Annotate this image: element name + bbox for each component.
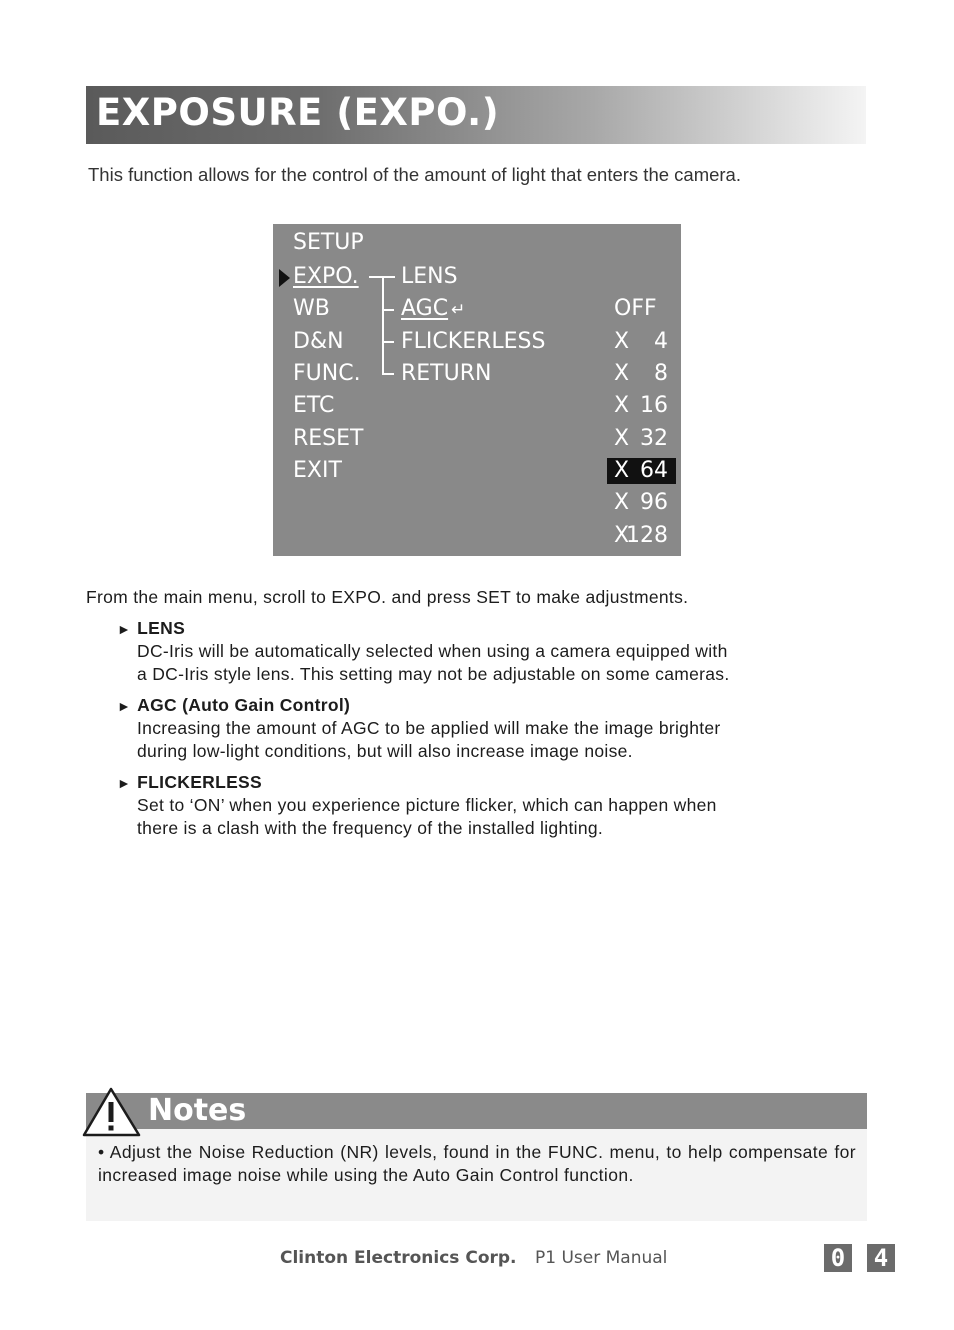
- bullet-triangle-icon: ►: [117, 621, 132, 637]
- osd-main-item-dn: D&N: [293, 329, 344, 354]
- section-line: there is a clash with the frequency of the installed lighting.: [137, 818, 604, 838]
- bullet-triangle-icon: ►: [117, 698, 132, 714]
- page-number-digit: 0: [824, 1244, 852, 1272]
- osd-setup-title: SETUP: [293, 230, 364, 255]
- page-header-bar: [86, 86, 866, 144]
- menu-cursor-icon: [279, 269, 290, 287]
- tree-connector: [382, 341, 394, 343]
- section-line: Increasing the amount of AGC to be applied will make the image brighter: [137, 718, 721, 738]
- osd-value: X 8: [614, 361, 668, 386]
- osd-value-selected: X 64: [614, 458, 668, 483]
- section-title-lens: ► LENS: [117, 618, 186, 638]
- notes-box: [86, 1129, 867, 1221]
- osd-value-off: OFF: [614, 296, 657, 321]
- notes-title: Notes: [148, 1093, 247, 1128]
- tree-connector: [382, 309, 394, 311]
- notes-text: • Adjust the Noise Reduction (NR) levels, found in the FUNC. menu, to help compensate for increased image noise while using the Auto Gain Control function.: [98, 1142, 856, 1185]
- osd-main-item-func: FUNC.: [293, 361, 361, 386]
- osd-sub-item-return: RETURN: [401, 361, 492, 386]
- page-number-digit: 4: [867, 1244, 895, 1272]
- tree-connector: [382, 373, 394, 375]
- bullet-triangle-icon: ►: [117, 775, 132, 791]
- footer-manual-title: P1 User Manual: [535, 1248, 668, 1268]
- osd-value: X 128: [614, 523, 668, 548]
- section-title-agc: ► AGC (Auto Gain Control): [117, 695, 351, 715]
- osd-value: X 4: [614, 329, 668, 354]
- osd-sub-item-lens: LENS: [401, 264, 458, 289]
- osd-sub-item-agc: AGC ↵: [401, 296, 466, 321]
- page-title: EXPOSURE (EXPO.): [96, 91, 500, 134]
- section-line: during low-light conditions, but will also increase image noise.: [137, 741, 633, 761]
- notes-header-bar: [86, 1093, 867, 1129]
- footer-company: Clinton Electronics Corp.: [280, 1248, 517, 1268]
- osd-main-item-expo: EXPO.: [293, 264, 359, 289]
- section-line: a DC-Iris style lens. This setting may not be adjustable on some cameras.: [137, 664, 730, 684]
- tree-connector: [382, 277, 384, 375]
- osd-menu: [273, 224, 681, 556]
- section-line: Set to ‘ON’ when you experience picture flicker, which can happen when: [137, 795, 717, 815]
- osd-value: X 16: [614, 393, 668, 418]
- intro-text: This function allows for the control of the amount of light that enters the camera.: [88, 164, 741, 185]
- osd-value: X 96: [614, 490, 668, 515]
- osd-sub-item-flickerless: FLICKERLESS: [401, 329, 546, 354]
- osd-main-item-wb: WB: [293, 296, 330, 321]
- section-title-flickerless: ► FLICKERLESS: [117, 772, 263, 792]
- osd-main-item-etc: ETC: [293, 393, 335, 418]
- enter-icon: ↵: [451, 300, 466, 320]
- osd-value: X 32: [614, 426, 668, 451]
- section-line: DC-Iris will be automatically selected when using a camera equipped with: [137, 641, 728, 661]
- warning-icon: [82, 1086, 142, 1138]
- osd-main-item-reset: RESET: [293, 426, 364, 451]
- instructions-text: From the main menu, scroll to EXPO. and press SET to make adjustments.: [86, 587, 689, 607]
- osd-main-item-exit: EXIT: [293, 458, 342, 483]
